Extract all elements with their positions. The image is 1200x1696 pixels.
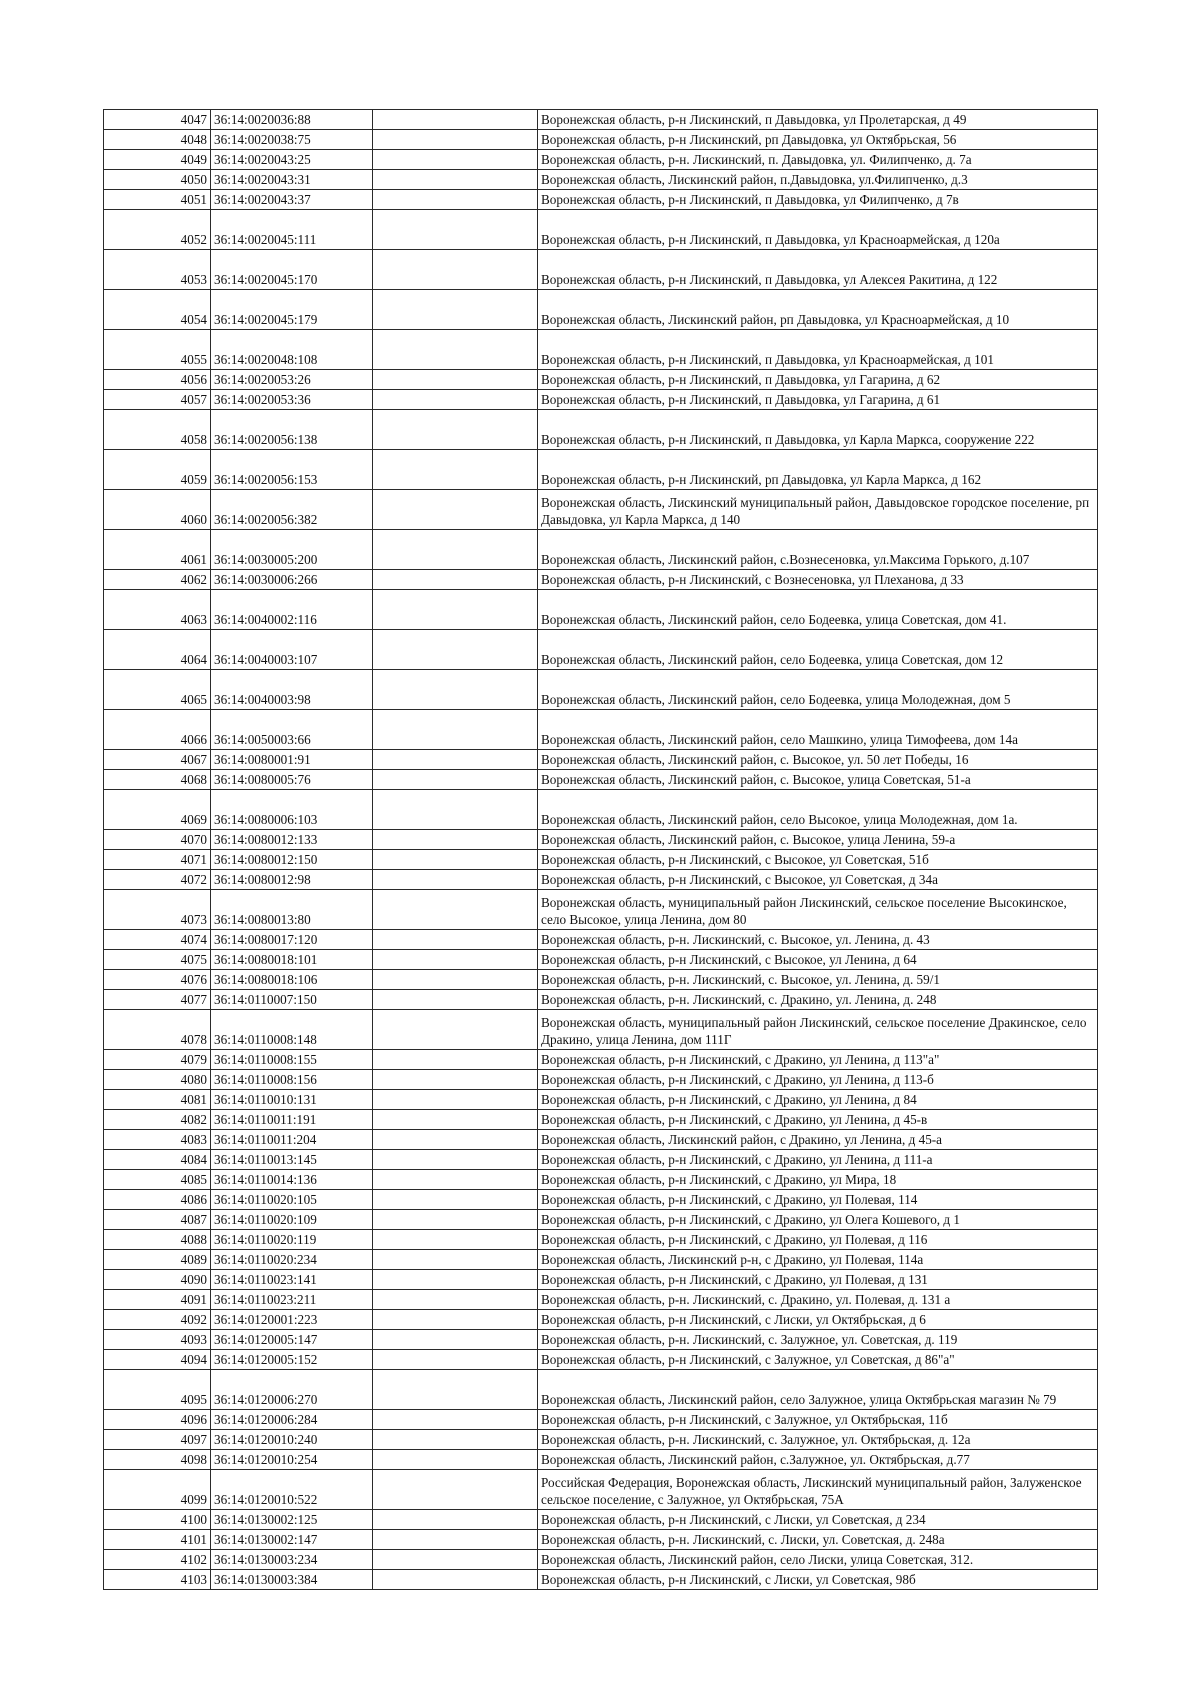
address-cell: Воронежская область, р-н. Лискинский, с. Дракино, ул. Ленина, д. 248 bbox=[538, 990, 1098, 1010]
table-row bbox=[104, 1130, 1098, 1150]
table-row bbox=[104, 1450, 1098, 1470]
cadastral-number-cell: 36:14:0020053:36 bbox=[211, 390, 373, 410]
address-cell: Воронежская область, Лискинский район, село Бодеевка, улица Молодежная, дом 5 bbox=[538, 670, 1098, 710]
table-row bbox=[104, 130, 1098, 150]
address-cell: Воронежская область, р-н Лискинский, рп Давыдовка, ул Карла Маркса, д 162 bbox=[538, 450, 1098, 490]
registry-page bbox=[103, 109, 1098, 1590]
cadastral-number-cell: 36:14:0130003:384 bbox=[211, 1570, 373, 1590]
row-number-cell: 4083 bbox=[104, 1130, 211, 1150]
cadastral-number-cell: 36:14:0080018:106 bbox=[211, 970, 373, 990]
cadastral-number-cell: 36:14:0080018:101 bbox=[211, 950, 373, 970]
address-cell: Воронежская область, р-н. Лискинский, с. Залужное, ул. Советская, д. 119 bbox=[538, 1330, 1098, 1350]
row-number-cell: 4082 bbox=[104, 1110, 211, 1130]
empty-cell bbox=[373, 130, 538, 150]
table-row bbox=[104, 670, 1098, 710]
table-row bbox=[104, 210, 1098, 250]
address-cell: Воронежская область, Лискинский район, с.Вознесеновка, ул.Максима Горького, д.107 bbox=[538, 530, 1098, 570]
address-cell: Воронежская область, р-н Лискинский, с Лиски, ул Советская, д 234 bbox=[538, 1510, 1098, 1530]
table-row bbox=[104, 1530, 1098, 1550]
table-row bbox=[104, 490, 1098, 530]
address-cell: Воронежская область, р-н Лискинский, с Дракино, ул Олега Кошевого, д 1 bbox=[538, 1210, 1098, 1230]
table-row bbox=[104, 990, 1098, 1010]
table-row bbox=[104, 930, 1098, 950]
registry-body bbox=[104, 110, 1098, 1590]
address-cell: Воронежская область, р-н Лискинский, п Давыдовка, ул Гагарина, д 62 bbox=[538, 370, 1098, 390]
address-cell: Воронежская область, Лискинский район, с.Залужное, ул. Октябрьская, д.77 bbox=[538, 1450, 1098, 1470]
cadastral-number-cell: 36:14:0080006:103 bbox=[211, 790, 373, 830]
row-number-cell: 4052 bbox=[104, 210, 211, 250]
empty-cell bbox=[373, 150, 538, 170]
row-number-cell: 4095 bbox=[104, 1370, 211, 1410]
empty-cell bbox=[373, 1050, 538, 1070]
row-number-cell: 4064 bbox=[104, 630, 211, 670]
table-row bbox=[104, 110, 1098, 130]
row-number-cell: 4102 bbox=[104, 1550, 211, 1570]
row-number-cell: 4090 bbox=[104, 1270, 211, 1290]
table-row bbox=[104, 790, 1098, 830]
table-row bbox=[104, 1290, 1098, 1310]
empty-cell bbox=[373, 970, 538, 990]
cadastral-number-cell: 36:14:0120006:284 bbox=[211, 1410, 373, 1430]
address-cell: Воронежская область, р-н Лискинский, с Высокое, ул Советская, д 34а bbox=[538, 870, 1098, 890]
empty-cell bbox=[373, 490, 538, 530]
address-cell: Воронежская область, Лискинский район, рп Давыдовка, ул Красноармейская, д 10 bbox=[538, 290, 1098, 330]
cadastral-number-cell: 36:14:0110011:191 bbox=[211, 1110, 373, 1130]
cadastral-number-cell: 36:14:0080012:98 bbox=[211, 870, 373, 890]
table-row bbox=[104, 290, 1098, 330]
cadastral-number-cell: 36:14:0120010:254 bbox=[211, 1450, 373, 1470]
address-cell: Воронежская область, Лискинский район, село Бодеевка, улица Советская, дом 41. bbox=[538, 590, 1098, 630]
empty-cell bbox=[373, 210, 538, 250]
row-number-cell: 4049 bbox=[104, 150, 211, 170]
empty-cell bbox=[373, 1430, 538, 1450]
row-number-cell: 4086 bbox=[104, 1190, 211, 1210]
cadastral-number-cell: 36:14:0020045:170 bbox=[211, 250, 373, 290]
row-number-cell: 4085 bbox=[104, 1170, 211, 1190]
empty-cell bbox=[373, 570, 538, 590]
address-cell: Воронежская область, муниципальный район Лискинский, сельское поселение Дракинское, село Дракино, улица Ленина, дом 111Г bbox=[538, 1010, 1098, 1050]
row-number-cell: 4073 bbox=[104, 890, 211, 930]
address-cell: Воронежская область, р-н. Лискинский, с. Высокое, ул. Ленина, д. 43 bbox=[538, 930, 1098, 950]
empty-cell bbox=[373, 450, 538, 490]
address-cell: Воронежская область, р-н Лискинский, п Давыдовка, ул Красноармейская, д 120а bbox=[538, 210, 1098, 250]
row-number-cell: 4069 bbox=[104, 790, 211, 830]
address-cell: Российская Федерация, Воронежская область, Лискинский муниципальный район, Залуженское сельское поселение, с Залужное, ул Октябрьская, 75А bbox=[538, 1470, 1098, 1510]
table-row bbox=[104, 710, 1098, 750]
table-row bbox=[104, 1570, 1098, 1590]
row-number-cell: 4079 bbox=[104, 1050, 211, 1070]
address-cell: Воронежская область, р-н Лискинский, рп Давыдовка, ул Октябрьская, 56 bbox=[538, 130, 1098, 150]
row-number-cell: 4054 bbox=[104, 290, 211, 330]
table-row bbox=[104, 1150, 1098, 1170]
table-row bbox=[104, 390, 1098, 410]
table-row bbox=[104, 830, 1098, 850]
address-cell: Воронежская область, Лискинский район, с. Высокое, ул. 50 лет Победы, 16 bbox=[538, 750, 1098, 770]
table-row bbox=[104, 590, 1098, 630]
cadastral-number-cell: 36:14:0080017:120 bbox=[211, 930, 373, 950]
empty-cell bbox=[373, 1230, 538, 1250]
address-cell: Воронежская область, р-н Лискинский, п Давыдовка, ул Алексея Ракитина, д 122 bbox=[538, 250, 1098, 290]
row-number-cell: 4058 bbox=[104, 410, 211, 450]
empty-cell bbox=[373, 1190, 538, 1210]
cadastral-number-cell: 36:14:0080012:133 bbox=[211, 830, 373, 850]
cadastral-number-cell: 36:14:0020048:108 bbox=[211, 330, 373, 370]
empty-cell bbox=[373, 990, 538, 1010]
address-cell: Воронежская область, р-н Лискинский, с Дракино, ул Полевая, 114 bbox=[538, 1190, 1098, 1210]
row-number-cell: 4097 bbox=[104, 1430, 211, 1450]
empty-cell bbox=[373, 790, 538, 830]
address-cell: Воронежская область, р-н Лискинский, п Давыдовка, ул Гагарина, д 61 bbox=[538, 390, 1098, 410]
cadastral-number-cell: 36:14:0120010:240 bbox=[211, 1430, 373, 1450]
row-number-cell: 4088 bbox=[104, 1230, 211, 1250]
empty-cell bbox=[373, 1370, 538, 1410]
empty-cell bbox=[373, 170, 538, 190]
row-number-cell: 4072 bbox=[104, 870, 211, 890]
address-cell: Воронежская область, р-н Лискинский, с Высокое, ул Советская, 51б bbox=[538, 850, 1098, 870]
row-number-cell: 4057 bbox=[104, 390, 211, 410]
empty-cell bbox=[373, 930, 538, 950]
empty-cell bbox=[373, 1010, 538, 1050]
cadastral-number-cell: 36:14:0020036:88 bbox=[211, 110, 373, 130]
property-registry-table bbox=[103, 109, 1098, 1590]
row-number-cell: 4098 bbox=[104, 1450, 211, 1470]
cadastral-number-cell: 36:14:0020056:153 bbox=[211, 450, 373, 490]
empty-cell bbox=[373, 1290, 538, 1310]
table-row bbox=[104, 1230, 1098, 1250]
address-cell: Воронежская область, Лискинский район, п.Давыдовка, ул.Филипченко, д.3 bbox=[538, 170, 1098, 190]
cadastral-number-cell: 36:14:0110020:109 bbox=[211, 1210, 373, 1230]
address-cell: Воронежская область, Лискинский муниципальный район, Давыдовское городское поселение, рп Давыдовка, ул Карла Маркса, д 140 bbox=[538, 490, 1098, 530]
row-number-cell: 4050 bbox=[104, 170, 211, 190]
empty-cell bbox=[373, 1410, 538, 1430]
address-cell: Воронежская область, р-н Лискинский, с Залужное, ул Октябрьская, 11б bbox=[538, 1410, 1098, 1430]
table-row bbox=[104, 1310, 1098, 1330]
cadastral-number-cell: 36:14:0040003:98 bbox=[211, 670, 373, 710]
row-number-cell: 4067 bbox=[104, 750, 211, 770]
row-number-cell: 4093 bbox=[104, 1330, 211, 1350]
cadastral-number-cell: 36:14:0110023:211 bbox=[211, 1290, 373, 1310]
empty-cell bbox=[373, 1330, 538, 1350]
empty-cell bbox=[373, 1550, 538, 1570]
empty-cell bbox=[373, 370, 538, 390]
address-cell: Воронежская область, р-н. Лискинский, с. Дракино, ул. Полевая, д. 131 а bbox=[538, 1290, 1098, 1310]
cadastral-number-cell: 36:14:0120001:223 bbox=[211, 1310, 373, 1330]
row-number-cell: 4047 bbox=[104, 110, 211, 130]
cadastral-number-cell: 36:14:0050003:66 bbox=[211, 710, 373, 750]
cadastral-number-cell: 36:14:0110013:145 bbox=[211, 1150, 373, 1170]
cadastral-number-cell: 36:14:0110008:155 bbox=[211, 1050, 373, 1070]
empty-cell bbox=[373, 1070, 538, 1090]
table-row bbox=[104, 190, 1098, 210]
empty-cell bbox=[373, 590, 538, 630]
cadastral-number-cell: 36:14:0110010:131 bbox=[211, 1090, 373, 1110]
row-number-cell: 4063 bbox=[104, 590, 211, 630]
address-cell: Воронежская область, Лискинский район, с. Высокое, улица Ленина, 59-а bbox=[538, 830, 1098, 850]
table-row bbox=[104, 890, 1098, 930]
cadastral-number-cell: 36:14:0080013:80 bbox=[211, 890, 373, 930]
row-number-cell: 4051 bbox=[104, 190, 211, 210]
row-number-cell: 4066 bbox=[104, 710, 211, 750]
row-number-cell: 4089 bbox=[104, 1250, 211, 1270]
cadastral-number-cell: 36:14:0120005:152 bbox=[211, 1350, 373, 1370]
table-row bbox=[104, 1050, 1098, 1070]
empty-cell bbox=[373, 1350, 538, 1370]
cadastral-number-cell: 36:14:0110020:119 bbox=[211, 1230, 373, 1250]
cadastral-number-cell: 36:14:0020045:111 bbox=[211, 210, 373, 250]
table-row bbox=[104, 1190, 1098, 1210]
cadastral-number-cell: 36:14:0110008:148 bbox=[211, 1010, 373, 1050]
address-cell: Воронежская область, р-н Лискинский, с Дракино, ул Ленина, д 45-в bbox=[538, 1110, 1098, 1130]
cadastral-number-cell: 36:14:0020045:179 bbox=[211, 290, 373, 330]
cadastral-number-cell: 36:14:0120005:147 bbox=[211, 1330, 373, 1350]
cadastral-number-cell: 36:14:0120010:522 bbox=[211, 1470, 373, 1510]
row-number-cell: 4060 bbox=[104, 490, 211, 530]
cadastral-number-cell: 36:14:0020056:382 bbox=[211, 490, 373, 530]
address-cell: Воронежская область, р-н Лискинский, п Давыдовка, ул Красноармейская, д 101 bbox=[538, 330, 1098, 370]
table-row bbox=[104, 1110, 1098, 1130]
cadastral-number-cell: 36:14:0130003:234 bbox=[211, 1550, 373, 1570]
address-cell: Воронежская область, р-н Лискинский, с Вознесеновка, ул Плеханова, д 33 bbox=[538, 570, 1098, 590]
empty-cell bbox=[373, 950, 538, 970]
empty-cell bbox=[373, 190, 538, 210]
address-cell: Воронежская область, р-н Лискинский, с Дракино, ул Полевая, д 116 bbox=[538, 1230, 1098, 1250]
empty-cell bbox=[373, 1090, 538, 1110]
table-row bbox=[104, 1550, 1098, 1570]
row-number-cell: 4062 bbox=[104, 570, 211, 590]
table-row bbox=[104, 630, 1098, 670]
empty-cell bbox=[373, 1130, 538, 1150]
address-cell: Воронежская область, Лискинский район, с. Высокое, улица Советская, 51-а bbox=[538, 770, 1098, 790]
empty-cell bbox=[373, 890, 538, 930]
address-cell: Воронежская область, р-н Лискинский, с Залужное, ул Советская, д 86"а" bbox=[538, 1350, 1098, 1370]
address-cell: Воронежская область, р-н. Лискинский, п. Давыдовка, ул. Филипченко, д. 7а bbox=[538, 150, 1098, 170]
address-cell: Воронежская область, муниципальный район Лискинский, сельское поселение Высокинское, село Высокое, улица Ленина, дом 80 bbox=[538, 890, 1098, 930]
table-row bbox=[104, 1350, 1098, 1370]
cadastral-number-cell: 36:14:0030005:200 bbox=[211, 530, 373, 570]
cadastral-number-cell: 36:14:0020053:26 bbox=[211, 370, 373, 390]
table-row bbox=[104, 770, 1098, 790]
empty-cell bbox=[373, 250, 538, 290]
address-cell: Воронежская область, р-н Лискинский, с Дракино, ул Мира, 18 bbox=[538, 1170, 1098, 1190]
row-number-cell: 4048 bbox=[104, 130, 211, 150]
cadastral-number-cell: 36:14:0030006:266 bbox=[211, 570, 373, 590]
empty-cell bbox=[373, 1210, 538, 1230]
row-number-cell: 4100 bbox=[104, 1510, 211, 1530]
empty-cell bbox=[373, 1450, 538, 1470]
table-row bbox=[104, 1170, 1098, 1190]
row-number-cell: 4053 bbox=[104, 250, 211, 290]
row-number-cell: 4087 bbox=[104, 1210, 211, 1230]
row-number-cell: 4055 bbox=[104, 330, 211, 370]
table-row bbox=[104, 1330, 1098, 1350]
row-number-cell: 4074 bbox=[104, 930, 211, 950]
row-number-cell: 4075 bbox=[104, 950, 211, 970]
row-number-cell: 4094 bbox=[104, 1350, 211, 1370]
address-cell: Воронежская область, р-н Лискинский, с Дракино, ул Полевая, д 131 bbox=[538, 1270, 1098, 1290]
address-cell: Воронежская область, р-н Лискинский, с Дракино, ул Ленина, д 113-б bbox=[538, 1070, 1098, 1090]
table-row bbox=[104, 250, 1098, 290]
cadastral-number-cell: 36:14:0080012:150 bbox=[211, 850, 373, 870]
address-cell: Воронежская область, р-н. Лискинский, с. Лиски, ул. Советская, д. 248а bbox=[538, 1530, 1098, 1550]
table-row bbox=[104, 850, 1098, 870]
row-number-cell: 4080 bbox=[104, 1070, 211, 1090]
empty-cell bbox=[373, 1530, 538, 1550]
empty-cell bbox=[373, 710, 538, 750]
cadastral-number-cell: 36:14:0020043:37 bbox=[211, 190, 373, 210]
address-cell: Воронежская область, р-н. Лискинский, с. Залужное, ул. Октябрьская, д. 12а bbox=[538, 1430, 1098, 1450]
cadastral-number-cell: 36:14:0130002:147 bbox=[211, 1530, 373, 1550]
cadastral-number-cell: 36:14:0020056:138 bbox=[211, 410, 373, 450]
table-row bbox=[104, 1250, 1098, 1270]
row-number-cell: 4101 bbox=[104, 1530, 211, 1550]
cadastral-number-cell: 36:14:0120006:270 bbox=[211, 1370, 373, 1410]
empty-cell bbox=[373, 1110, 538, 1130]
table-row bbox=[104, 870, 1098, 890]
cadastral-number-cell: 36:14:0040002:116 bbox=[211, 590, 373, 630]
row-number-cell: 4056 bbox=[104, 370, 211, 390]
row-number-cell: 4099 bbox=[104, 1470, 211, 1510]
table-row bbox=[104, 1010, 1098, 1050]
table-row bbox=[104, 450, 1098, 490]
row-number-cell: 4071 bbox=[104, 850, 211, 870]
address-cell: Воронежская область, Лискинский район, с Дракино, ул Ленина, д 45-а bbox=[538, 1130, 1098, 1150]
row-number-cell: 4103 bbox=[104, 1570, 211, 1590]
cadastral-number-cell: 36:14:0110020:234 bbox=[211, 1250, 373, 1270]
empty-cell bbox=[373, 1570, 538, 1590]
empty-cell bbox=[373, 850, 538, 870]
table-row bbox=[104, 1510, 1098, 1530]
cadastral-number-cell: 36:14:0110023:141 bbox=[211, 1270, 373, 1290]
row-number-cell: 4061 bbox=[104, 530, 211, 570]
row-number-cell: 4091 bbox=[104, 1290, 211, 1310]
empty-cell bbox=[373, 1270, 538, 1290]
empty-cell bbox=[373, 1470, 538, 1510]
address-cell: Воронежская область, Лискинский район, село Лиски, улица Советская, 312. bbox=[538, 1550, 1098, 1570]
table-row bbox=[104, 1070, 1098, 1090]
row-number-cell: 4070 bbox=[104, 830, 211, 850]
row-number-cell: 4065 bbox=[104, 670, 211, 710]
row-number-cell: 4078 bbox=[104, 1010, 211, 1050]
empty-cell bbox=[373, 1510, 538, 1530]
empty-cell bbox=[373, 530, 538, 570]
empty-cell bbox=[373, 770, 538, 790]
address-cell: Воронежская область, р-н Лискинский, с Лиски, ул Советская, 98б bbox=[538, 1570, 1098, 1590]
empty-cell bbox=[373, 1150, 538, 1170]
empty-cell bbox=[373, 870, 538, 890]
table-row bbox=[104, 410, 1098, 450]
address-cell: Воронежская область, р-н Лискинский, с Высокое, ул Ленина, д 64 bbox=[538, 950, 1098, 970]
row-number-cell: 4092 bbox=[104, 1310, 211, 1330]
address-cell: Воронежская область, р-н Лискинский, п Давыдовка, ул Карла Маркса, сооружение 222 bbox=[538, 410, 1098, 450]
address-cell: Воронежская область, р-н Лискинский, с Дракино, ул Ленина, д 111-а bbox=[538, 1150, 1098, 1170]
empty-cell bbox=[373, 670, 538, 710]
table-row bbox=[104, 170, 1098, 190]
row-number-cell: 4077 bbox=[104, 990, 211, 1010]
address-cell: Воронежская область, р-н Лискинский, с Дракино, ул Ленина, д 113"а" bbox=[538, 1050, 1098, 1070]
table-row bbox=[104, 1430, 1098, 1450]
empty-cell bbox=[373, 1310, 538, 1330]
table-row bbox=[104, 950, 1098, 970]
table-row bbox=[104, 330, 1098, 370]
cadastral-number-cell: 36:14:0110007:150 bbox=[211, 990, 373, 1010]
address-cell: Воронежская область, р-н Лискинский, с Дракино, ул Ленина, д 84 bbox=[538, 1090, 1098, 1110]
empty-cell bbox=[373, 830, 538, 850]
address-cell: Воронежская область, Лискинский район, село Бодеевка, улица Советская, дом 12 bbox=[538, 630, 1098, 670]
address-cell: Воронежская область, р-н Лискинский, с Лиски, ул Октябрьская, д 6 bbox=[538, 1310, 1098, 1330]
row-number-cell: 4076 bbox=[104, 970, 211, 990]
table-row bbox=[104, 1470, 1098, 1510]
table-row bbox=[104, 530, 1098, 570]
table-row bbox=[104, 1210, 1098, 1230]
address-cell: Воронежская область, р-н Лискинский, п Давыдовка, ул Пролетарская, д 49 bbox=[538, 110, 1098, 130]
cadastral-number-cell: 36:14:0020038:75 bbox=[211, 130, 373, 150]
table-row bbox=[104, 1410, 1098, 1430]
cadastral-number-cell: 36:14:0020043:25 bbox=[211, 150, 373, 170]
row-number-cell: 4068 bbox=[104, 770, 211, 790]
empty-cell bbox=[373, 630, 538, 670]
empty-cell bbox=[373, 1170, 538, 1190]
empty-cell bbox=[373, 1250, 538, 1270]
cadastral-number-cell: 36:14:0110020:105 bbox=[211, 1190, 373, 1210]
empty-cell bbox=[373, 110, 538, 130]
row-number-cell: 4084 bbox=[104, 1150, 211, 1170]
table-row bbox=[104, 570, 1098, 590]
empty-cell bbox=[373, 410, 538, 450]
empty-cell bbox=[373, 390, 538, 410]
row-number-cell: 4096 bbox=[104, 1410, 211, 1430]
row-number-cell: 4081 bbox=[104, 1090, 211, 1110]
cadastral-number-cell: 36:14:0080001:91 bbox=[211, 750, 373, 770]
address-cell: Воронежская область, Лискинский район, село Залужное, улица Октябрьская магазин № 79 bbox=[538, 1370, 1098, 1410]
address-cell: Воронежская область, Лискинский р-н, с Дракино, ул Полевая, 114а bbox=[538, 1250, 1098, 1270]
table-row bbox=[104, 150, 1098, 170]
table-row bbox=[104, 370, 1098, 390]
table-row bbox=[104, 1370, 1098, 1410]
empty-cell bbox=[373, 750, 538, 770]
cadastral-number-cell: 36:14:0130002:125 bbox=[211, 1510, 373, 1530]
table-row bbox=[104, 1270, 1098, 1290]
address-cell: Воронежская область, Лискинский район, село Высокое, улица Молодежная, дом 1а. bbox=[538, 790, 1098, 830]
cadastral-number-cell: 36:14:0080005:76 bbox=[211, 770, 373, 790]
cadastral-number-cell: 36:14:0110014:136 bbox=[211, 1170, 373, 1190]
cadastral-number-cell: 36:14:0040003:107 bbox=[211, 630, 373, 670]
cadastral-number-cell: 36:14:0110011:204 bbox=[211, 1130, 373, 1150]
cadastral-number-cell: 36:14:0110008:156 bbox=[211, 1070, 373, 1090]
table-row bbox=[104, 970, 1098, 990]
cadastral-number-cell: 36:14:0020043:31 bbox=[211, 170, 373, 190]
address-cell: Воронежская область, р-н. Лискинский, с. Высокое, ул. Ленина, д. 59/1 bbox=[538, 970, 1098, 990]
table-row bbox=[104, 750, 1098, 770]
table-row bbox=[104, 1090, 1098, 1110]
row-number-cell: 4059 bbox=[104, 450, 211, 490]
address-cell: Воронежская область, Лискинский район, село Машкино, улица Тимофеева, дом 14а bbox=[538, 710, 1098, 750]
address-cell: Воронежская область, р-н Лискинский, п Давыдовка, ул Филипченко, д 7в bbox=[538, 190, 1098, 210]
empty-cell bbox=[373, 290, 538, 330]
empty-cell bbox=[373, 330, 538, 370]
